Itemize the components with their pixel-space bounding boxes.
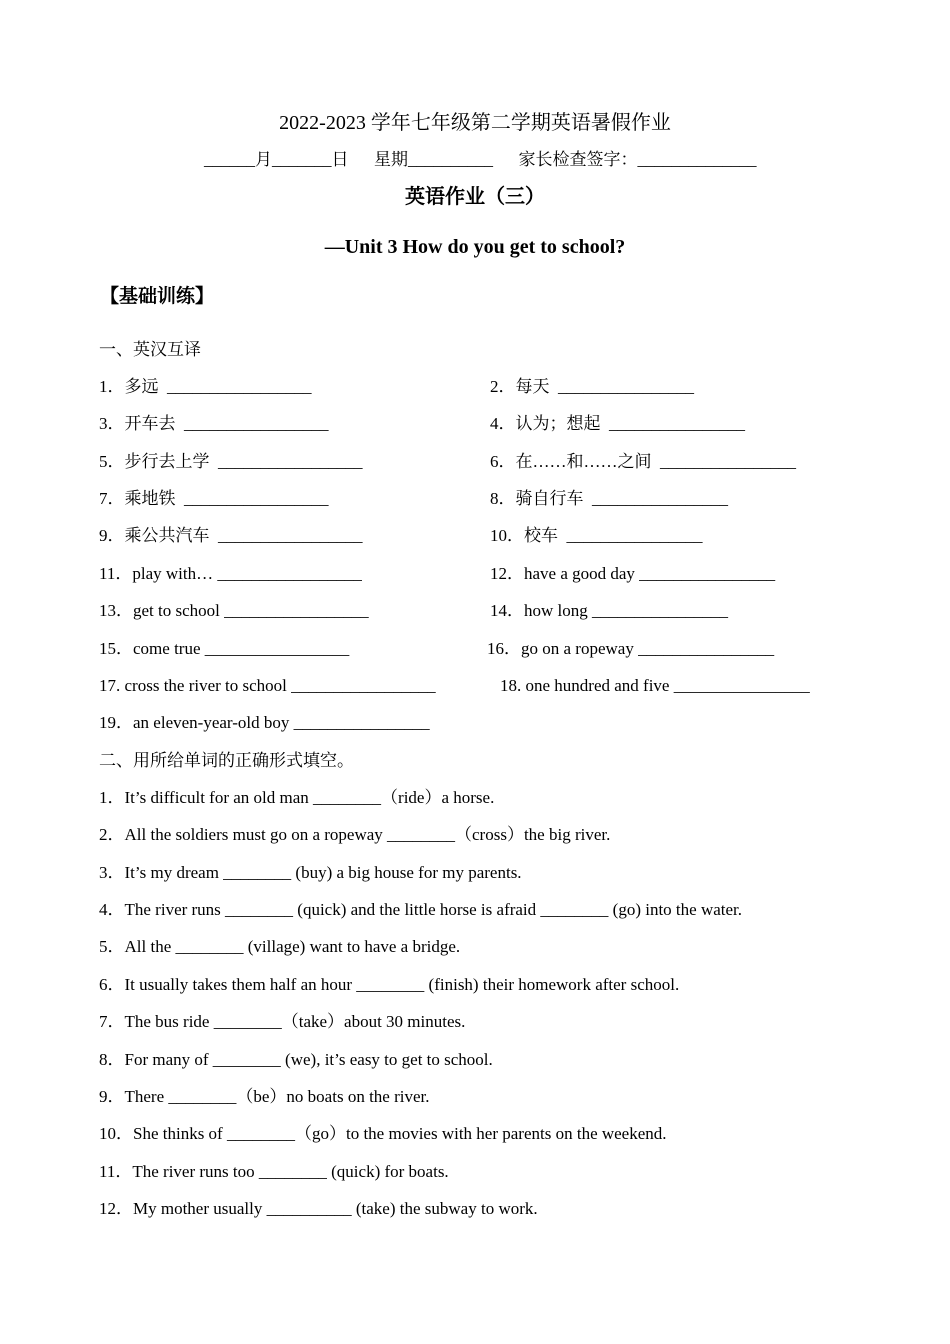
date-signature-line: ______月_______日 星期__________ 家长检查签字：______________ [204,150,757,169]
section-heading-basic: 【基础训练】 [100,286,215,307]
part1-item-right: 4．认为；想起 ________________ [490,414,745,433]
part2-item: 7．The bus ride ________（take）about 30 minutes. [99,1012,466,1031]
part2-item: 11．The river runs too ________ (quick) for boats. [99,1162,449,1181]
part1-item-left: 1．多远 _________________ [99,377,312,396]
part2-heading: 二、用所给单词的正确形式填空。 [99,751,354,770]
part1-item-left: 15．come true _________________ [99,639,350,658]
part2-item: 1．It’s difficult for an old man ________（ride）a horse. [99,788,495,807]
part1-item-right: 18. one hundred and five ________________ [500,676,810,695]
part2-item: 10．She thinks of ________（go）to the movies with her parents on the weekend. [99,1124,667,1143]
part1-item-left: 19．an eleven-year-old boy ________________ [99,713,430,732]
part1-item-left: 9．乘公共汽车 _________________ [99,526,363,545]
part2-item: 3．It’s my dream ________ (buy) a big house for my parents. [99,863,522,882]
unit-title: —Unit 3 How do you get to school? [324,236,626,258]
part1-item-right: 16．go on a ropeway ________________ [487,639,775,658]
part1-item-left: 3．开车去 _________________ [99,414,329,433]
document-title: 2022-2023 学年七年级第二学期英语暑假作业 [279,112,671,134]
part1-item-left: 5．步行去上学 _________________ [99,452,363,471]
part2-item: 4．The river runs ________ (quick) and the little horse is afraid ________ (go) into the water. [99,900,743,919]
part2-item: 12．My mother usually __________ (take) the subway to work. [99,1199,538,1218]
part1-item-left: 13．get to school _________________ [99,601,369,620]
part1-item-right: 6．在……和……之间 ________________ [490,452,796,471]
part2-item: 6．It usually takes them half an hour ________ (finish) their homework after school. [99,975,680,994]
part2-item: 9．There ________（be）no boats on the river. [99,1087,430,1106]
part1-item-right: 12．have a good day ________________ [490,564,776,583]
part1-item-right: 2．每天 ________________ [490,377,694,396]
part1-heading: 一、英汉互译 [99,340,201,359]
part2-item: 8．For many of ________ (we), it’s easy to get to school. [99,1050,493,1069]
part1-item-left: 11．play with… _________________ [99,564,362,583]
part2-item: 5．All the ________ (village) want to have a bridge. [99,937,461,956]
part1-item-right: 8．骑自行车 ________________ [490,489,728,508]
part1-item-left: 17. cross the river to school _________________ [99,676,436,695]
part1-item-left: 7．乘地铁 _________________ [99,489,329,508]
part1-item-right: 14．how long ________________ [490,601,728,620]
part1-item-right: 10．校车 ________________ [490,526,703,545]
homework-subtitle: 英语作业（三） [405,186,545,208]
part2-item: 2．All the soldiers must go on a ropeway ________（cross）the big river. [99,825,611,844]
